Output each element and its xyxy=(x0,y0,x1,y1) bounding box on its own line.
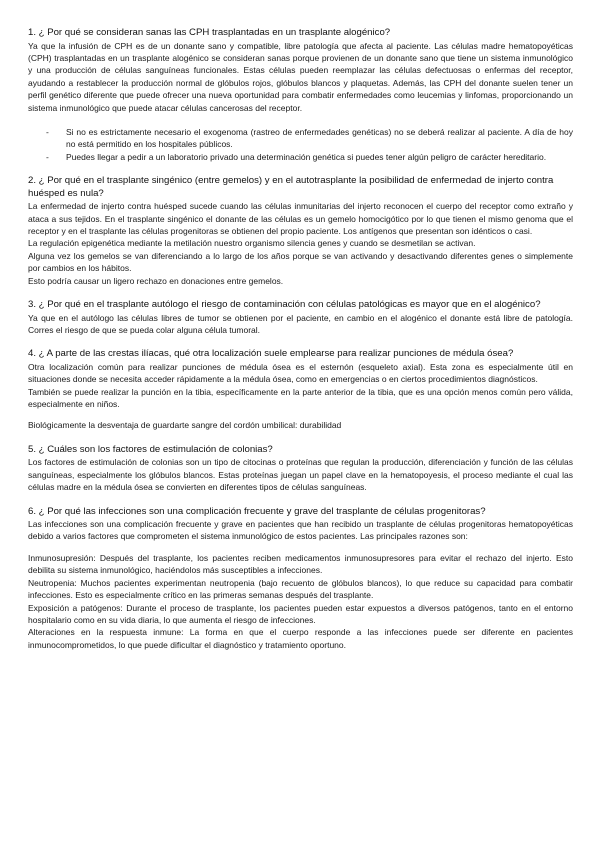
answer-4-paragraph-2: También se puede realizar la punción en la tibia, específicamente en la parte anterior de la tibia, que es una opción menos común pero válida, especialmente en niños. xyxy=(28,386,573,410)
spacer xyxy=(28,543,573,552)
list-item-text: Si no es estrictamente necesario el exogenoma (rastreo de enfermedades genéticas) no se deberá realizar al paciente. A día de hoy no está permitido en los hospitales públicos. xyxy=(66,126,573,150)
spacer xyxy=(28,163,573,175)
spacer xyxy=(28,287,573,299)
answer-3-paragraph: Ya que en el autólogo las células libres de tumor se obtienen por el paciente, en cambio en el alogénico el donante está libre de patología. Corres el riesgo de que se pueda colar alguna célula tumoral. xyxy=(28,312,573,335)
answer-6-immunosuppression: Inmunosupresión: Después del trasplante, los pacientes reciben medicamentos inmunosupresores para evitar el rechazo del injerto. Esto debilita su sistema inmunológico, haciéndolos más susceptibles a infecciones. xyxy=(28,552,573,576)
list-item-text: Puedes llegar a pedir a un laboratorio privado una determinación genética si puedes tener algún peligro de carácter hereditario. xyxy=(66,151,547,162)
list-item: - Si no es estrictamente necesario el exogenoma (rastreo de enfermedades genéticas) no se deberá realizar al paciente. A día de hoy no está permitido en los hospitales públicos. xyxy=(46,126,573,150)
question-1-title: 1. ¿ Por qué se consideran sanas las CPH trasplantadas en un trasplante alogénico? xyxy=(28,27,391,38)
spacer xyxy=(28,432,573,444)
spacer xyxy=(28,114,573,126)
answer-4-paragraph-1: Otra localización común para realizar punciones de médula ósea es el esternón (esqueleto axial). Esta zona es especialmente útil en situaciones donde se necesita acceder rápidamente a la médula ósea, como en emergencias o en ciertos procedimientos diagnósticos. xyxy=(28,361,573,385)
answer-4-note: Biológicamente la desventaja de guardarte sangre del cordón umbilical: durabilidad xyxy=(28,420,342,431)
answer-6-intro: Las infecciones son una complicación frecuente y grave en pacientes que han recibido un trasplante de células progenitoras hematopoyéticas debido a varios factores que comprometen el sistema inmunológico de estos pacientes. Las principales razones son: xyxy=(28,519,573,542)
answer-2-paragraph-4: Esto podría causar un ligero rechazo en donaciones entre gemelos. xyxy=(28,275,284,286)
spacer xyxy=(28,494,573,506)
spacer xyxy=(28,410,573,419)
answer-6-neutropenia: Neutropenia: Muchos pacientes experimentan neutropenia (bajo recuento de glóbulos blancos), lo que reduce su capacidad para combatir infecciones. Esto es especialmente crítico en las primeras semanas después del trasplante. xyxy=(28,577,573,601)
bullet-list xyxy=(28,126,573,163)
answer-1-paragraph: Ya que la infusión de CPH es de un donante sano y compatible, libre patología que afecta al paciente. Las células madre hematopoyéticas (CPH) trasplantadas en un trasplante alogénico se consideran sanas porque provienen de un donante sano que tiene un sistema inmunológico y una producción de células sanguíneas funcionales. Estas células pueden reemplazar las células defectuosas o enfermas del receptor, ayudando a restablecer la producción normal de glóbulos rojos, glóbulos blancos y plaquetas. Además, las CPH del donante suelen tener un perfil genético diferente que puede ofrecer una nueva oportunidad para combatir enfermedades como leucemias y linfomas, proporcionando un sistema inmunológico que puede atacar células cancerosas del receptor. xyxy=(28,40,573,113)
answer-6-pathogen-exposure: Exposición a patógenos: Durante el proceso de trasplante, los pacientes pueden estar expuestos a diversos patógenos, tanto en el entorno hospitalario como en su vida diaria, lo que aumenta el riesgo de infecciones. xyxy=(28,602,573,625)
question-5-title: 5. ¿ Cuáles son los factores de estimulación de colonias? xyxy=(28,443,273,455)
answer-2-paragraph-3: Alguna vez los gemelos se van diferenciando a lo largo de los años porque se van activando y desactivando diferentes genes o simplemente por cambios en los hábitos. xyxy=(28,250,573,274)
spacer xyxy=(28,336,573,348)
answer-2-paragraph-2: La regulación epigenética mediante la metilación nuestro organismo silencia genes y cuando se desmetilan se activan. xyxy=(28,238,476,249)
list-item: - Puedes llegar a pedir a un laboratorio privado una determinación genética si puedes tener algún peligro de carácter hereditario. xyxy=(46,151,547,162)
answer-5-paragraph: Los factores de estimulación de colonias son un tipo de citocinas o proteínas que regulan la producción, diferenciación y función de las células sanguíneas, especialmente los glóbulos blancos. Estas proteínas juegan un papel clave en la hematopoyesis, el proceso mediante el cual las células madre en la médula ósea se convierten en diferentes tipos de células sanguíneas. xyxy=(28,457,573,493)
answer-6-immune-response: Alteraciones en la respuesta inmune: La forma en que el cuerpo responde a las infecciones puede ser diferente en pacientes inmunocomprometidos, lo que puede dificultar el diagnóstico y tratamiento oportuno. xyxy=(28,627,573,650)
question-2-title: 2. ¿ Por qué en el trasplante singénico (entre gemelos) y en el autotrasplante la posibilidad de enfermedad de injerto contra huésped es nula? xyxy=(28,175,554,199)
answer-2-paragraph-1: La enfermedad de injerto contra huésped sucede cuando las células inmunitarias del injerto reconocen el cuerpo del receptor como extraño y ataca a sus tejidos. En el trasplante singénico el donante de las células es un gemelo homocigótico por lo que tienen el mismo genoma que el receptor y en el trasplante las células progenitoras se obtienen del propio paciente. Los antígenos que presentan son idénticos o casi. xyxy=(28,201,573,236)
question-4-title: 4. ¿ A parte de las crestas ilíacas, qué otra localización suele emplearse para realizar punciones de médula ósea? xyxy=(28,348,514,360)
question-3-title: 3. ¿ Por qué en el trasplante autólogo el riesgo de contaminación con células patológicas es mayor que en el alogénico? xyxy=(28,299,541,310)
question-6-title: 6. ¿ Por qué las infecciones son una complicación frecuente y grave del trasplante de células progenitoras? xyxy=(28,505,486,517)
